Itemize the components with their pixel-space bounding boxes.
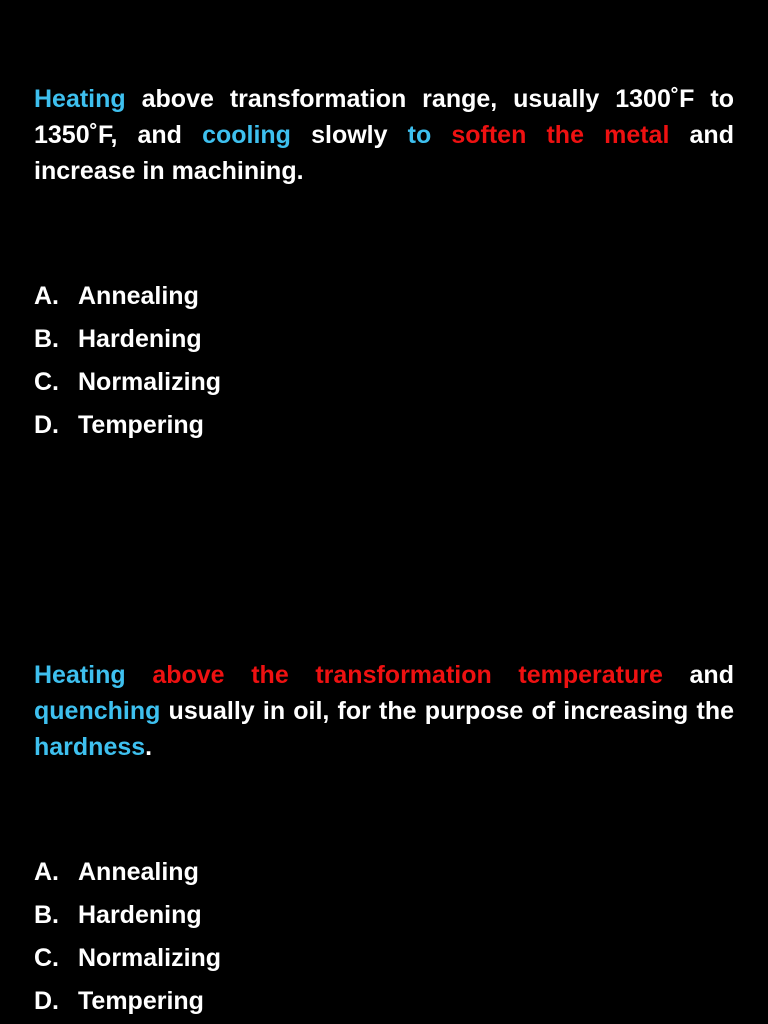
option-label: Normalizing [78, 944, 222, 972]
option-label: Annealing [78, 282, 199, 310]
question-2-options [34, 851, 221, 1023]
question-text-segment [126, 661, 153, 689]
option-letter: A. [34, 858, 59, 886]
keyword-above-transformation-temperature: above the transformation temperature [152, 661, 663, 689]
question-2-text [34, 657, 734, 765]
question-1-text [34, 81, 734, 189]
option-a[interactable] [34, 275, 221, 318]
option-b[interactable] [34, 318, 221, 361]
keyword-to: to [407, 121, 432, 149]
option-d[interactable] [34, 404, 221, 447]
option-c[interactable] [34, 361, 221, 404]
option-letter: D. [34, 411, 59, 439]
option-c[interactable] [34, 937, 221, 980]
keyword-soften-the-metal: soften the metal [451, 121, 670, 149]
option-letter: A. [34, 282, 59, 310]
option-b[interactable] [34, 894, 221, 937]
question-text-segment: . [145, 733, 153, 761]
option-d[interactable] [34, 980, 221, 1023]
option-a[interactable] [34, 851, 221, 894]
keyword-heating: Heating [34, 85, 126, 113]
option-label: Tempering [78, 411, 204, 439]
keyword-heating: Heating [34, 661, 126, 689]
question-text-segment: and [662, 661, 734, 689]
keyword-hardness: hardness [34, 733, 146, 761]
question-text-segment: slowly [290, 121, 408, 149]
option-letter: D. [34, 987, 59, 1015]
question-text-segment: usually in oil, for the purpose of increasing the [160, 697, 734, 725]
option-label: Hardening [78, 901, 202, 929]
question-1-options [34, 275, 221, 447]
option-label: Hardening [78, 325, 202, 353]
keyword-quenching: quenching [34, 697, 161, 725]
question-text-segment: above transformation range, usually 1300˚F to 1350˚F, and [34, 85, 734, 149]
option-label: Tempering [78, 987, 204, 1015]
option-letter: C. [34, 944, 59, 972]
option-label: Normalizing [78, 368, 222, 396]
option-letter: B. [34, 901, 59, 929]
option-letter: C. [34, 368, 59, 396]
question-text-segment [431, 121, 451, 149]
question-text-segment: and increase in machining. [34, 121, 734, 185]
keyword-cooling: cooling [202, 121, 291, 149]
option-label: Annealing [78, 858, 199, 886]
option-letter: B. [34, 325, 59, 353]
